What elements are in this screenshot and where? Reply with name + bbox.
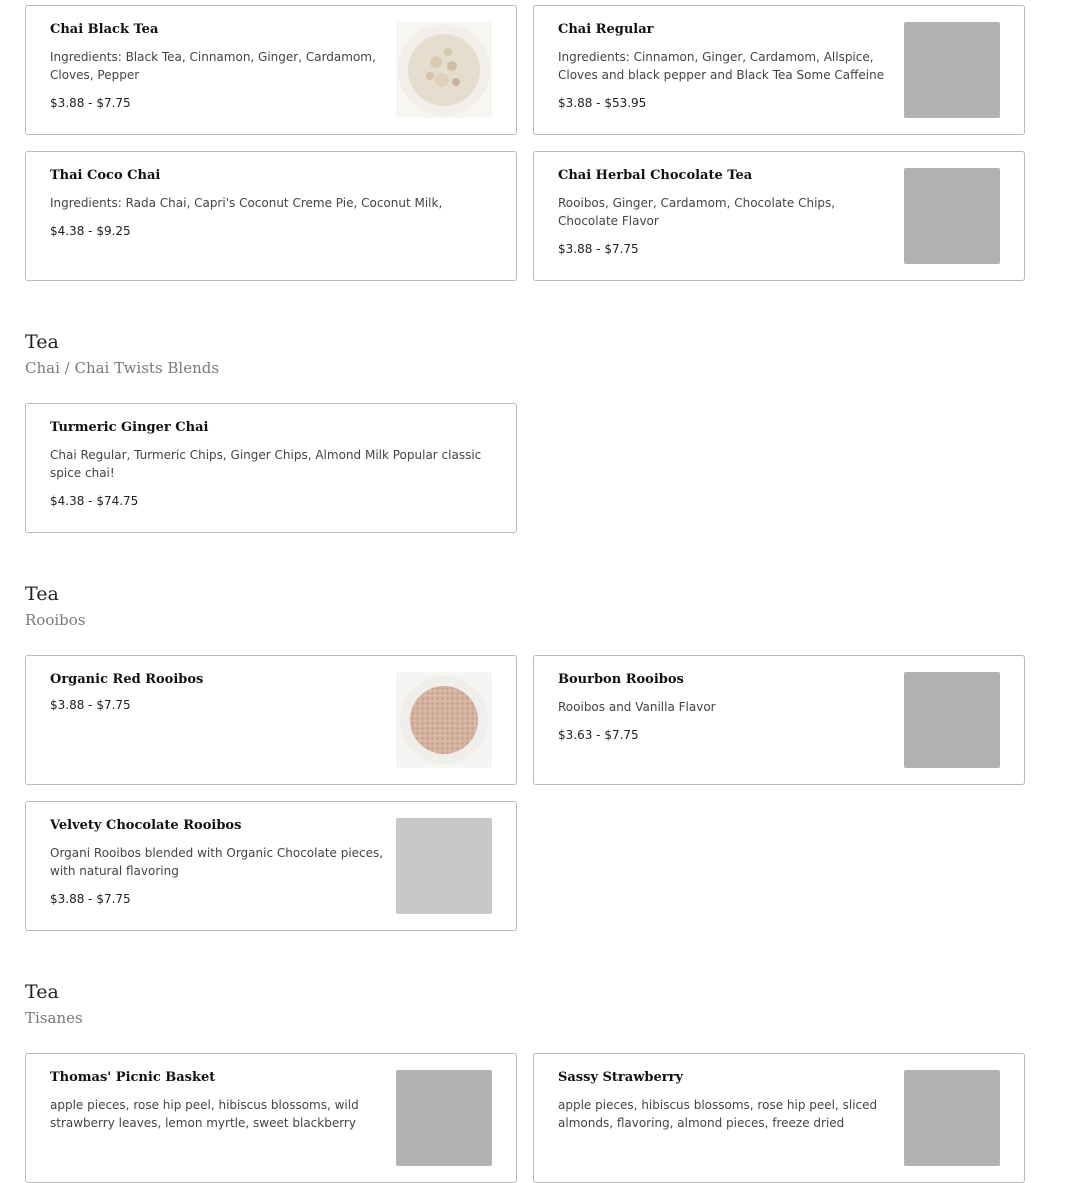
menu-section: [25, 533, 1025, 931]
section-subtitle: Rooibos: [25, 611, 86, 629]
product-info: [50, 418, 492, 510]
product-photo: [396, 672, 492, 768]
product-price: $3.88 - $7.75: [50, 96, 131, 110]
product-photo: [396, 22, 492, 118]
image-placeholder: [904, 168, 1000, 264]
image-placeholder: [904, 1070, 1000, 1166]
product-description: apple pieces, hibiscus blossoms, rose hip peel, sliced almonds, flavoring, almond pieces, freeze dried: [558, 1098, 878, 1130]
product-name: Thomas' Picnic Basket: [50, 1070, 216, 1085]
section-title: Tea: [25, 981, 59, 1003]
section-header: [25, 931, 1025, 1053]
product-info: [50, 20, 386, 112]
product-name: Chai Black Tea: [50, 22, 159, 37]
product-description: Chai Regular, Turmeric Chips, Ginger Chips, Almond Milk Popular classic spice chai!: [50, 448, 482, 480]
product-grid: [25, 1053, 1025, 1183]
product-info: [50, 670, 386, 714]
section-subtitle: Chai / Chai Twists Blends: [25, 359, 220, 377]
image-placeholder: [904, 22, 1000, 118]
product-name: Turmeric Ginger Chai: [50, 420, 209, 435]
product-price: $3.88 - $53.95: [558, 96, 647, 110]
product-price: $3.88 - $7.75: [558, 242, 639, 256]
product-description: Ingredients: Rada Chai, Capri's Coconut Creme Pie, Coconut Milk,: [50, 196, 443, 210]
product-card-thai-coco-chai[interactable]: [25, 151, 517, 281]
product-name: Bourbon Rooibos: [558, 672, 684, 687]
product-card-chai-regular[interactable]: [533, 5, 1025, 135]
image-placeholder: [396, 1070, 492, 1166]
product-name: Chai Herbal Chocolate Tea: [558, 168, 753, 183]
product-info: [558, 670, 894, 744]
product-name: Sassy Strawberry: [558, 1070, 683, 1085]
menu-section: [25, 281, 1025, 533]
product-info: [558, 166, 894, 258]
product-info: [50, 816, 386, 908]
product-card-thomas-picnic-basket[interactable]: [25, 1053, 517, 1183]
product-name: Thai Coco Chai: [50, 168, 161, 183]
section-title: Tea: [25, 331, 59, 353]
product-description: Rooibos, Ginger, Cardamom, Chocolate Chips, Chocolate Flavor: [558, 196, 836, 228]
product-grid: [25, 403, 1025, 533]
product-grid: [25, 655, 1025, 931]
menu-page: [25, 5, 1025, 1183]
product-card-chai-black-tea[interactable]: [25, 5, 517, 135]
product-info: [558, 20, 894, 112]
product-description: Rooibos and Vanilla Flavor: [558, 700, 716, 714]
product-price: $4.38 - $74.75: [50, 494, 139, 508]
product-name: Organic Red Rooibos: [50, 672, 204, 687]
product-description: Ingredients: Black Tea, Cinnamon, Ginger, Cardamom, Cloves, Pepper: [50, 50, 376, 82]
section-title: Tea: [25, 583, 59, 605]
product-card-bourbon-rooibos[interactable]: [533, 655, 1025, 785]
image-placeholder: [396, 818, 492, 914]
product-name: Velvety Chocolate Rooibos: [50, 818, 242, 833]
section-header: [25, 533, 1025, 655]
product-card-organic-red-rooibos[interactable]: [25, 655, 517, 785]
menu-section: [25, 931, 1025, 1183]
image-placeholder: [904, 672, 1000, 768]
product-name: Chai Regular: [558, 22, 654, 37]
section-header: [25, 281, 1025, 403]
product-price: $3.63 - $7.75: [558, 728, 639, 742]
product-description: Ingredients: Cinnamon, Ginger, Cardamom, Allspice, Cloves and black pepper and Black Tea Some Caffeine: [558, 50, 885, 82]
product-card-turmeric-ginger-chai[interactable]: [25, 403, 517, 533]
product-description: apple pieces, rose hip peel, hibiscus blossoms, wild strawberry leaves, lemon myrtle, sweet blackberry: [50, 1098, 359, 1130]
product-price: $3.88 - $7.75: [50, 698, 131, 712]
section-subtitle: Tisanes: [25, 1009, 83, 1027]
product-info: [558, 1068, 894, 1132]
product-card-chai-herbal-chocolate-tea[interactable]: [533, 151, 1025, 281]
product-price: $4.38 - $9.25: [50, 224, 131, 238]
product-info: [50, 166, 492, 240]
product-info: [50, 1068, 386, 1132]
product-price: $3.88 - $7.75: [50, 892, 131, 906]
product-description: Organi Rooibos blended with Organic Chocolate pieces, with natural flavoring: [50, 846, 384, 878]
menu-section: [25, 5, 1025, 281]
product-grid: [25, 5, 1025, 281]
product-card-velvety-chocolate-rooibos[interactable]: [25, 801, 517, 931]
product-card-sassy-strawberry[interactable]: [533, 1053, 1025, 1183]
